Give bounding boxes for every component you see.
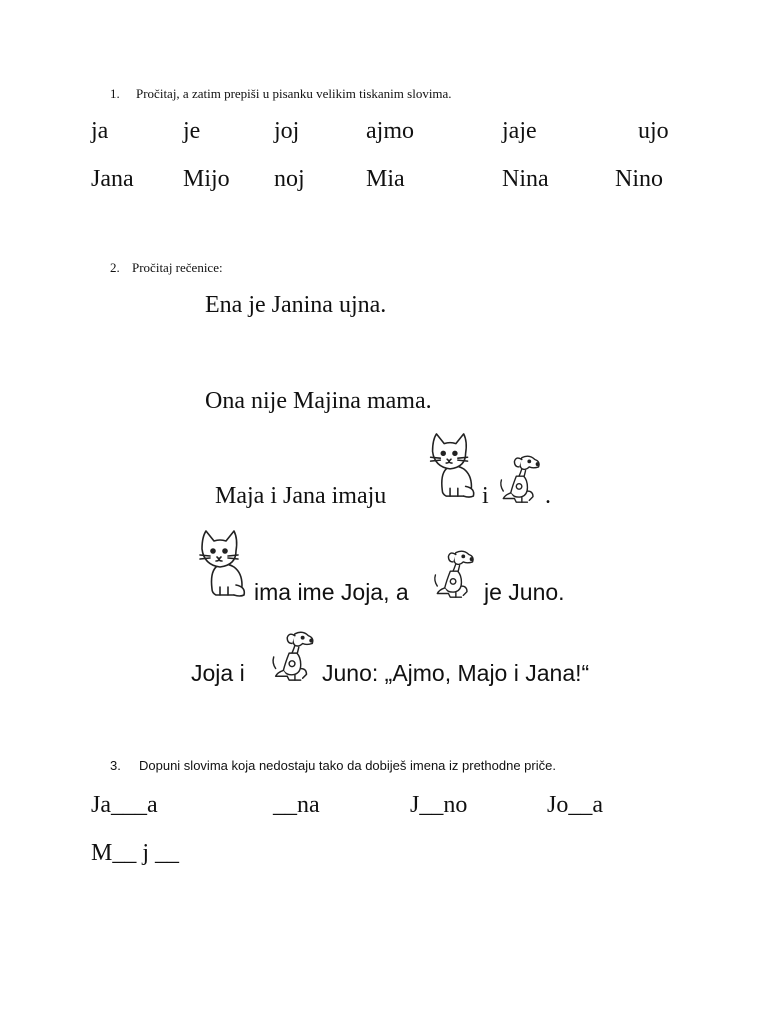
- word-nina: Nina: [502, 166, 549, 192]
- task2-instruction: [110, 260, 223, 276]
- task1-instruction-text: Pročitaj, a zatim prepiši u pisanku velikim tiskanim slovima.: [136, 86, 452, 101]
- fill-in-ena: __na: [273, 792, 320, 818]
- fill-in-maja: M__ j __: [91, 840, 180, 866]
- word-noj: noj: [274, 166, 305, 192]
- task1-number: 1.: [110, 86, 120, 101]
- sentence-5-part1: Joja i: [191, 660, 245, 686]
- fill-in-juno: J__no: [410, 792, 468, 818]
- fill-in-jana: Ja___a: [91, 792, 158, 818]
- task3-instruction-text: Dopuni slovima koja nedostaju tako da dobiješ imena iz prethodne priče.: [139, 758, 556, 773]
- sentence-5-part2: Juno: „Ajmo, Majo i Jana!“: [322, 660, 590, 686]
- word-nino: Nino: [615, 166, 663, 192]
- cat-icon: [424, 430, 480, 500]
- dog-icon: [428, 546, 480, 602]
- task3-instruction: [110, 758, 556, 773]
- task2-number: 2.: [110, 260, 120, 275]
- dog-icon: [494, 452, 546, 506]
- word-mia: Mia: [366, 166, 405, 192]
- word-jaje: jaje: [502, 118, 537, 144]
- fill-in-joja: Jo__a: [547, 792, 603, 818]
- task1-instruction: [110, 86, 452, 102]
- word-ja: ja: [91, 118, 109, 144]
- word-ujo: ujo: [638, 118, 669, 144]
- cat-icon: [194, 526, 250, 600]
- sentence-2: Ona nije Majina mama.: [205, 388, 432, 414]
- word-ajmo: ajmo: [366, 118, 414, 144]
- word-jana: Jana: [91, 166, 134, 192]
- sentence-3-part2: i: [482, 483, 489, 509]
- sentence-1: Ena je Janina ujna.: [205, 292, 387, 318]
- sentence-3-part1: Maja i Jana imaju: [215, 483, 387, 509]
- sentence-4-part2: je Juno.: [484, 579, 565, 605]
- dog-icon: [266, 628, 320, 684]
- word-joj: joj: [274, 118, 300, 144]
- sentence-3-part3: .: [545, 483, 551, 509]
- task2-instruction-text: Pročitaj rečenice:: [132, 260, 223, 275]
- word-mijo: Mijo: [183, 166, 230, 192]
- sentence-4-part1: ima ime Joja, a: [254, 579, 409, 605]
- word-je: je: [183, 118, 201, 144]
- task3-number: 3.: [110, 758, 121, 773]
